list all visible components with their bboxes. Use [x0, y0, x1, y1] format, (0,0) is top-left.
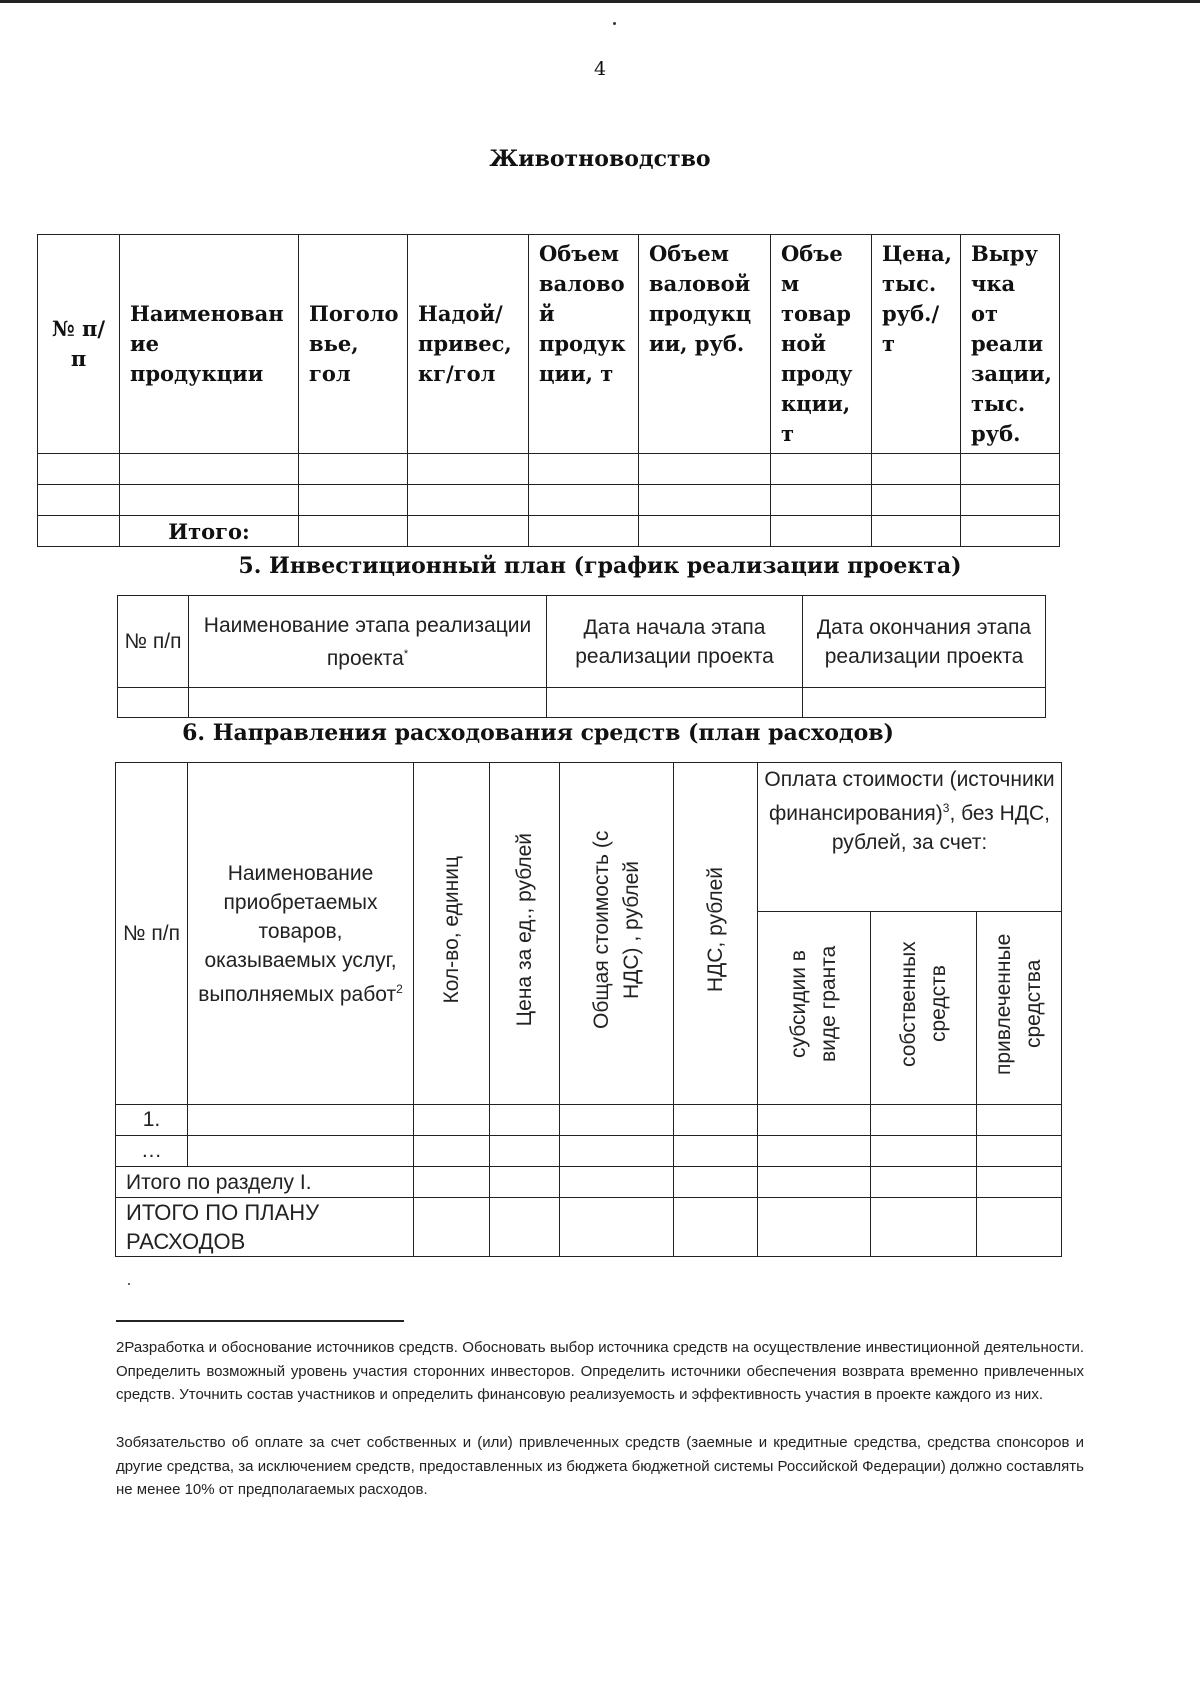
- expense-plan-table: [115, 762, 1062, 1257]
- col-header-product-name: Наименован ие продукции: [120, 235, 299, 454]
- attracted-funds-label: привлеченные средства: [992, 933, 1046, 1075]
- unit-price-label: Цена за ед., рублей: [512, 832, 536, 1027]
- livestock-table: [37, 234, 1060, 547]
- item-name-label: Наименование приобретаемых товаров, оказываемых услуг, выполняемых работ: [198, 861, 397, 1006]
- col-header-yield: Надой/ привес, кг/гол: [408, 235, 529, 454]
- col-header-num: № п/п: [116, 763, 188, 1105]
- table-row: [116, 1136, 1062, 1167]
- footnote-3: 3обязательство об оплате за счет собственных и (или) привлеченных средств (заемные и кредитные средства, средства спонсоров и другие средства, за исключением средств, предоставленных из бюджета бюджетной системы Российской Федерации) должно составлять не менее 10% от предполагаемых расходов.: [116, 1434, 1084, 1498]
- quantity-label: Кол-во, единиц: [439, 855, 463, 1004]
- col-header-quantity: [414, 763, 490, 1105]
- footnote-2-marker: 2: [396, 981, 403, 996]
- table-row: [38, 485, 1060, 516]
- page-number: 4: [593, 58, 607, 80]
- footnote-2: 2Разработка и обоснование источников средств. Обосновать выбор источника средств на осуществление инвестиционной деятельности. Определить возможный уровень участия сторонних инвесторов. Определить источники обеспечения возврата временно привлеченных средств. Уточнить состав участников и определить финансовую реализуемость и эффективность участия в проекте каждого из них.: [116, 1339, 1084, 1403]
- subtotal-label: Итого по разделу I.: [116, 1167, 414, 1198]
- payment-group-suffix: , без НДС, рублей, за счет:: [831, 802, 1050, 854]
- vat-label: НДС, рублей: [703, 866, 727, 993]
- grand-total-label: ИТОГО ПО ПЛАНУ РАСХОДОВ: [116, 1198, 414, 1257]
- row-number: …: [116, 1136, 188, 1167]
- section-6-title: 6. Направления расходования средств (план расходов): [182, 720, 894, 746]
- footnote-3-marker: 3: [942, 801, 950, 815]
- stage-name-label: Наименование этапа реализации проекта: [203, 613, 532, 670]
- table-row: [38, 454, 1060, 485]
- col-header-gross-volume-t: Объем валово й продук ции, т: [529, 235, 639, 454]
- total-label: Итого:: [120, 516, 299, 547]
- footnote-separator: [116, 1320, 404, 1322]
- col-header-end-date: Дата окончания этапа реализации проекта: [803, 596, 1046, 688]
- col-header-num: № п/п: [38, 235, 120, 454]
- col-header-attracted-funds: [977, 912, 1062, 1105]
- livestock-title: Животноводство: [489, 146, 711, 172]
- footnote-marker: *: [403, 647, 409, 660]
- col-header-stage-name: [189, 596, 547, 688]
- subtotal-row: [116, 1167, 1062, 1198]
- col-header-gross-volume-rub: Объем валовой продукц ии, руб.: [639, 235, 771, 454]
- table-row: [118, 688, 1046, 718]
- scan-speck: [613, 22, 616, 25]
- col-header-marketable-volume: Объе м товар ной проду кции, т: [771, 235, 872, 454]
- col-header-revenue: Выру чка от реали зации, тыс. руб.: [961, 235, 1060, 454]
- col-header-payment-group: [758, 763, 1062, 912]
- col-header-num: № п/п: [118, 596, 189, 688]
- section-5-title: 5. Инвестиционный план (график реализации проекта): [238, 553, 962, 579]
- col-header-total-cost: [560, 763, 674, 1105]
- col-header-item-name: [188, 763, 414, 1105]
- grand-total-row: [116, 1198, 1062, 1257]
- scan-top-border: [0, 0, 1200, 3]
- scan-speck: [128, 1283, 130, 1285]
- col-header-own-funds: [871, 912, 977, 1105]
- col-header-price: Цена, тыс. руб./т: [872, 235, 961, 454]
- own-funds-label: собственных средств: [896, 941, 950, 1067]
- row-number: 1.: [116, 1105, 188, 1136]
- total-row: [38, 516, 1060, 547]
- investment-plan-table: [117, 595, 1046, 718]
- col-header-start-date: Дата начала этапа реализации проекта: [547, 596, 803, 688]
- col-header-grant: [758, 912, 871, 1105]
- total-cost-label: Общая стоимость (с НДС) , рублей: [589, 830, 643, 1029]
- col-header-unit-price: [490, 763, 560, 1105]
- col-header-vat: [674, 763, 758, 1105]
- table-row: [116, 1105, 1062, 1136]
- col-header-livestock-count: Поголо вье, гол: [299, 235, 408, 454]
- grant-label: субсидии в виде гранта: [787, 945, 840, 1063]
- payment-group-label: Оплата стоимости (источники финансирования): [764, 768, 1055, 825]
